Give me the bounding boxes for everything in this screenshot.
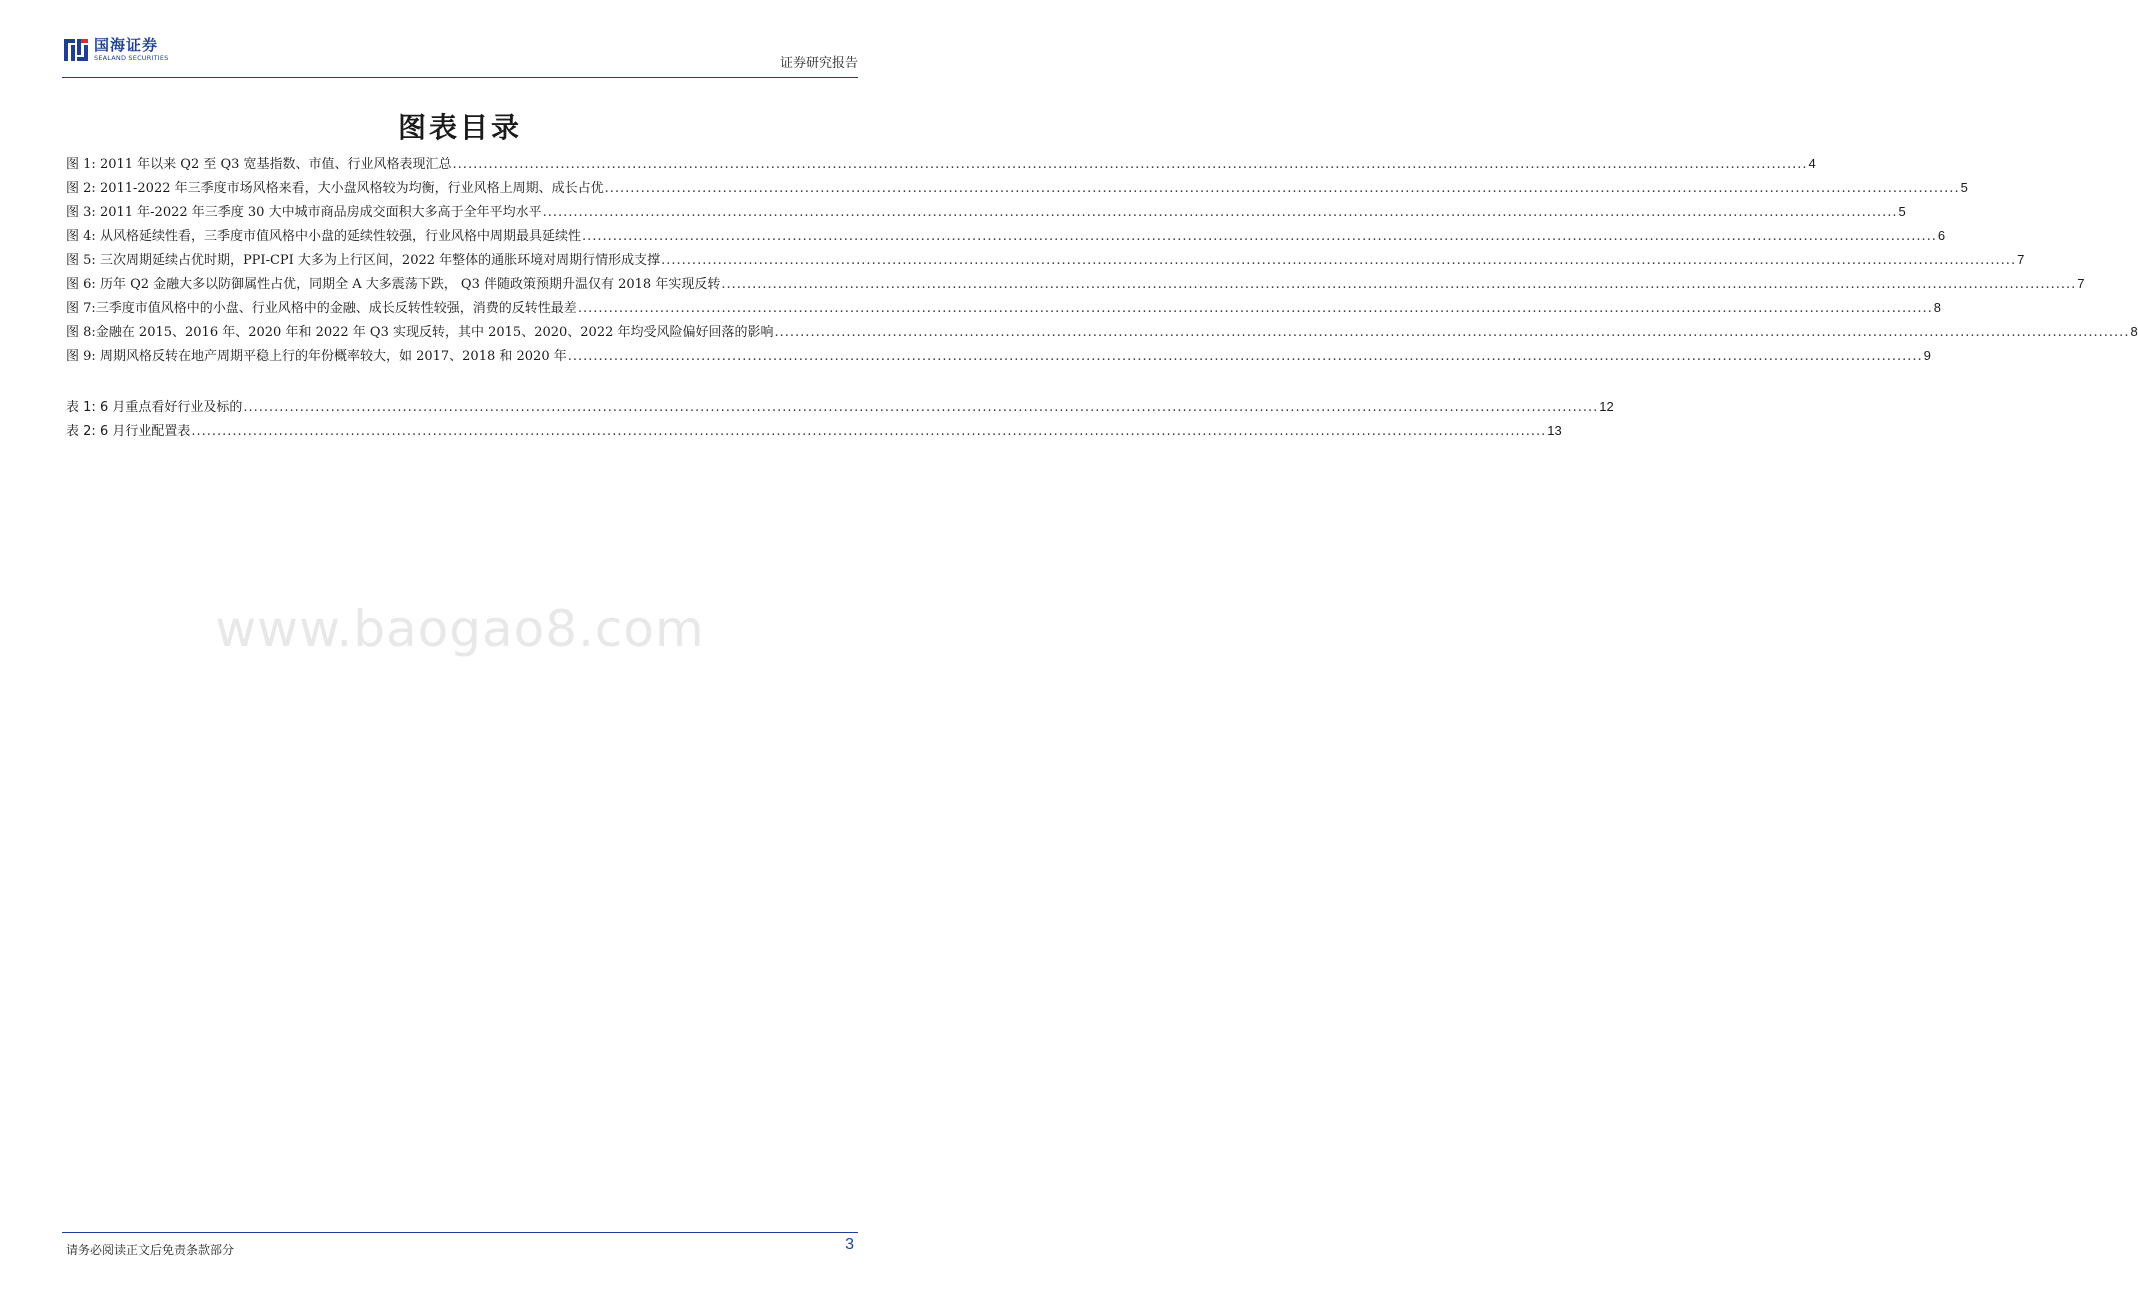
toc-entry-page: 12: [1599, 399, 1614, 414]
toc-entry-figure-1[interactable]: [66, 153, 1816, 177]
toc-entry-text: 金融在 2015、2016 年、2020 年和 2022 年 Q3 实现反转，其中 2015、2020、2022 年均受风险偏好回落的影响: [95, 325, 774, 340]
toc-title: 图表目录: [397, 111, 522, 144]
toc-entry-label: 图 1:: [66, 157, 96, 172]
logo-english-name: SEALAND SECURITIES: [94, 54, 169, 63]
dot-leader: [605, 181, 1960, 196]
toc-entry-text: 三季度市值风格中的小盘、行业风格中的金融、成长反转性较强，消费的反转性最差: [95, 301, 577, 316]
toc-entry-text: 6 月重点看好行业及标的: [99, 400, 243, 415]
toc-entry-figure-8[interactable]: [66, 321, 2138, 345]
toc-entry-table-2[interactable]: [66, 420, 1562, 444]
logo-chinese-name: 国海证券: [94, 36, 159, 55]
dot-leader: [661, 253, 2016, 268]
header-divider: [62, 77, 858, 78]
toc-entry-text: 2011 年-2022 年三季度 30 大中城市商品房成交面积大多高于全年平均水平: [99, 205, 542, 220]
report-type-label: 证券研究报告: [779, 56, 858, 71]
toc-entry-figure-6[interactable]: [66, 273, 2085, 297]
toc-entry-text: 6 月行业配置表: [99, 424, 191, 439]
toc-entry-label: 图 2:: [66, 181, 96, 196]
toc-entry-table-1[interactable]: [66, 396, 1614, 420]
page-header: [62, 36, 858, 78]
toc-entry-label: 图 9:: [66, 349, 96, 364]
toc-entry-text: 周期风格反转在地产周期平稳上行的年份概率较大，如 2017、2018 和 2020 年: [99, 349, 567, 364]
toc-entry-label: 图 3:: [66, 205, 96, 220]
toc-entry-label: 图 6:: [66, 277, 96, 292]
toc-entry-page: 7: [2077, 276, 2085, 291]
company-logo: [62, 36, 169, 64]
toc-entry-label: 图 8:: [66, 325, 96, 340]
sealand-logo-icon: [62, 36, 90, 64]
dot-leader: [568, 349, 1923, 364]
toc-entry-figure-9[interactable]: [66, 345, 1931, 369]
dot-leader: [543, 205, 1898, 220]
dot-leader: [775, 325, 2130, 340]
toc-entry-page: 4: [1808, 156, 1816, 171]
toc-entry-label: 图 5:: [66, 253, 96, 268]
toc-entry-figure-4[interactable]: [66, 225, 1946, 249]
toc-entry-page: 7: [2017, 252, 2025, 267]
toc-entry-label: 图 4:: [66, 229, 96, 244]
watermark: www.baogao8.com: [215, 600, 705, 658]
figure-list: [66, 153, 2138, 369]
dot-leader: [453, 157, 1808, 172]
toc-entry-page: 9: [1923, 348, 1931, 363]
toc-entry-page: 5: [1960, 180, 1968, 195]
toc-entry-text: 2011-2022 年三季度市场风格来看，大小盘风格较为均衡，行业风格上周期、成长占优: [99, 181, 604, 196]
toc-entry-figure-7[interactable]: [66, 297, 1941, 321]
table-list: [66, 396, 1614, 444]
toc-entry-text: 三次周期延续占优时期，PPI-CPI 大多为上行区间，2022 年整体的通胀环境对周期行情形成支撑: [99, 253, 661, 268]
toc-entry-text: 历年 Q2 金融大多以防御属性占优，同期全 A 大多震荡下跌， Q3 伴随政策预期升温仅有 2018 年实现反转: [99, 277, 721, 292]
footer-divider: [62, 1232, 858, 1233]
dot-leader: [578, 301, 1933, 316]
toc-entry-text: 从风格延续性看，三季度市值风格中小盘的延续性较强，行业风格中周期最具延续性: [99, 229, 581, 244]
toc-entry-label: 图 7:: [66, 301, 96, 316]
dot-leader: [582, 229, 1937, 244]
toc-entry-page: 5: [1898, 204, 1906, 219]
toc-entry-page: 13: [1547, 423, 1562, 438]
toc-entry-figure-5[interactable]: [66, 249, 2025, 273]
dot-leader: [721, 277, 2076, 292]
toc-entry-page: 8: [1933, 300, 1941, 315]
toc-entry-figure-2[interactable]: [66, 177, 1968, 201]
toc-entry-label: 表 2:: [66, 424, 96, 439]
toc-entry-figure-3[interactable]: [66, 201, 1906, 225]
toc-entry-label: 表 1:: [66, 400, 96, 415]
disclaimer-note: 请务必阅读正文后免责条款部分: [66, 1243, 235, 1257]
toc-entry-page: 6: [1937, 228, 1946, 243]
dot-leader: [243, 400, 1598, 415]
page-number: 3: [845, 1236, 854, 1253]
dot-leader: [191, 424, 1546, 439]
toc-entry-text: 2011 年以来 Q2 至 Q3 宽基指数、市值、行业风格表现汇总: [99, 157, 452, 172]
toc-entry-page: 8: [2130, 324, 2138, 339]
